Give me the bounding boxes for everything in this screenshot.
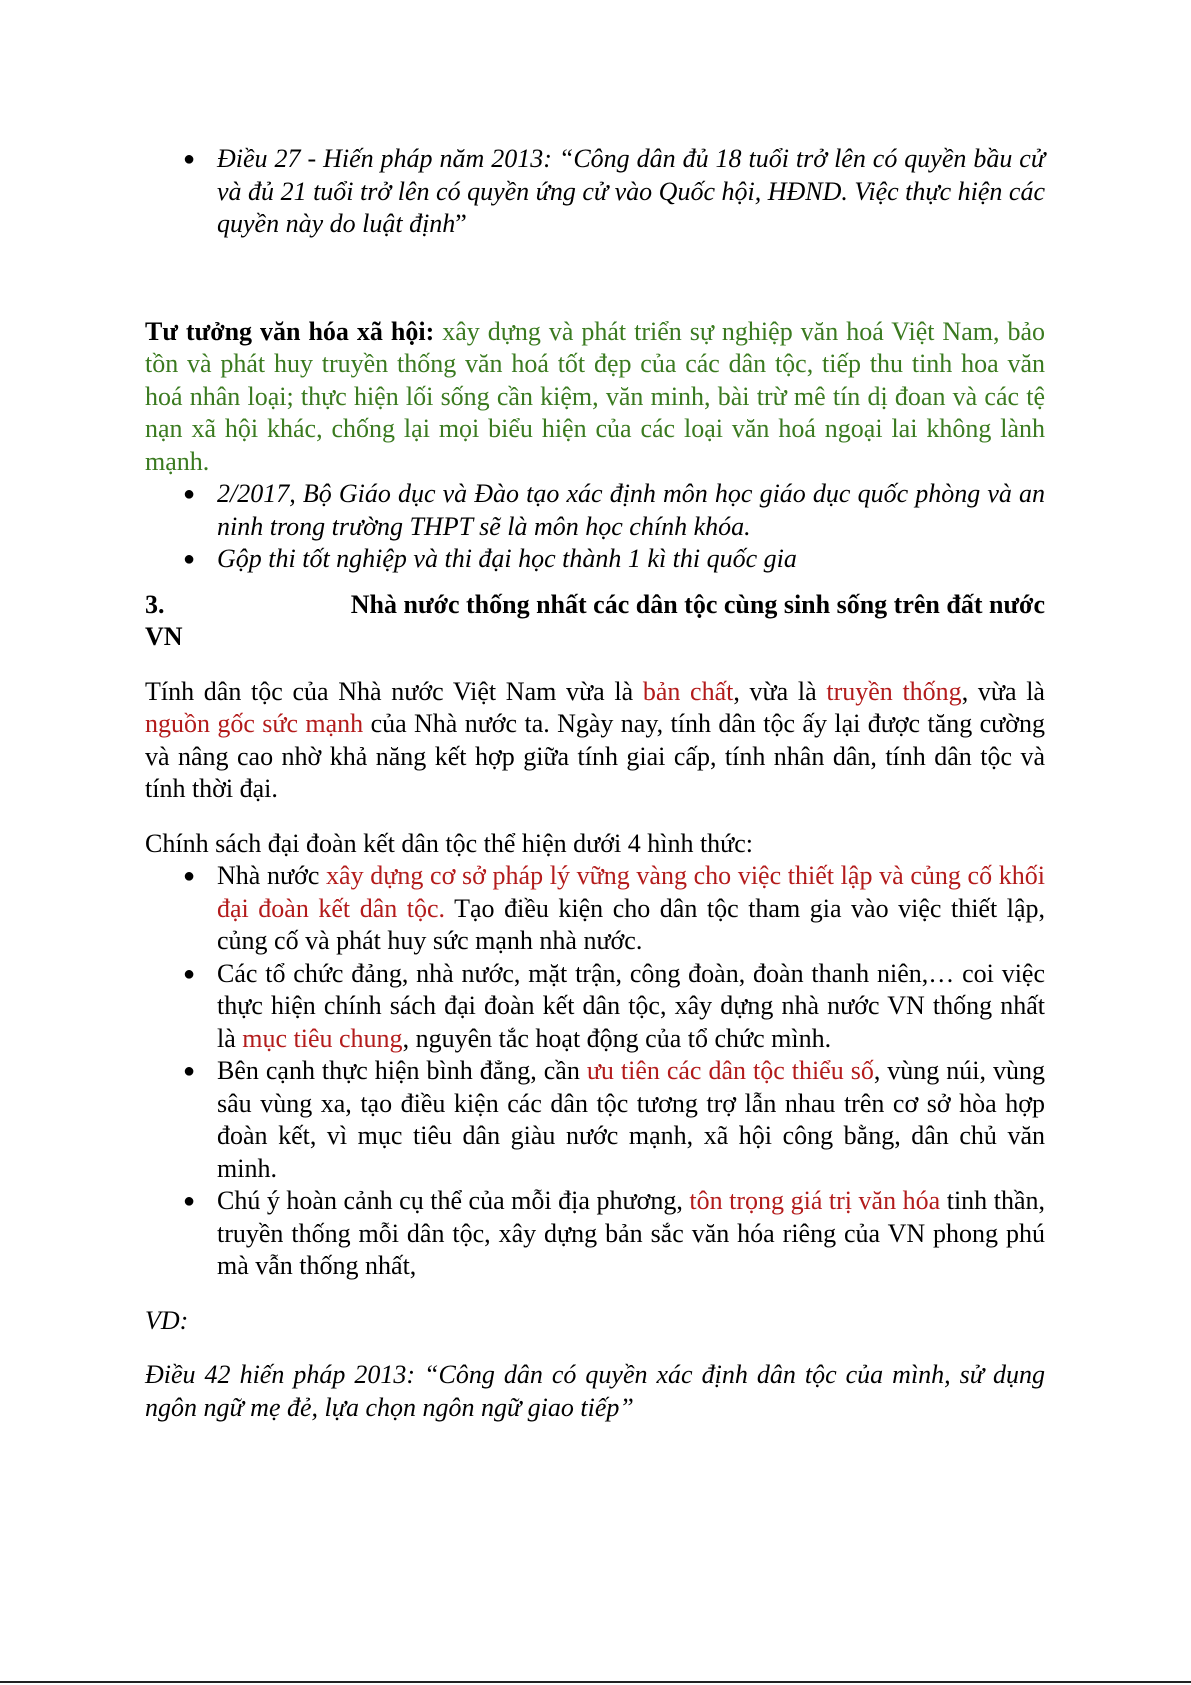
section-title-line2: VN: [145, 622, 183, 651]
bullet-glyph: ●: [183, 548, 196, 570]
highlight-text: ưu tiên các dân tộc thiểu số: [586, 1056, 874, 1085]
page-bottom-rule: [0, 1681, 1191, 1683]
text-run: , vừa là: [733, 676, 827, 706]
highlight-text: xây dựng cơ sở pháp lý vững vàng cho việc thiết lập và củng cố khối đại đoàn kết dân tộc.: [217, 861, 1045, 923]
list-item: [145, 860, 1045, 958]
highlight-text: tôn trọng giá trị văn hóa: [689, 1186, 941, 1215]
bullet-text-close-quote: ”: [455, 209, 467, 238]
text-run: Tạo điều kiện cho dân tộc tham gia vào việc thiết lập, củng cố và phát huy sức mạnh nhà nước.: [217, 893, 1045, 955]
example-label: VD:: [145, 1305, 189, 1335]
highlight-text: mục tiêu chung: [242, 1023, 403, 1053]
culture-paragraph: [145, 316, 1045, 479]
bullet-text: Gộp thi tốt nghiệp và thi đại học thành 1 kì thi quốc gia: [217, 544, 797, 573]
list-item: [145, 543, 1045, 576]
text-run: của Nhà nước ta. Ngày nay, tính dân tộc ấy lại được tăng cường và nâng cao nhờ khả năng kết hợp giữa tính giai cấp, tính nhân dân, tính dân tộc và tính thời đại.: [145, 709, 1045, 803]
bullet-glyph: ●: [183, 148, 196, 170]
culture-label: Tư tưởng văn hóa xã hội:: [145, 316, 435, 346]
highlight-nature: bản chất: [642, 676, 734, 706]
text-run: Tính dân tộc của Nhà nước Việt Nam vừa là: [145, 676, 643, 706]
section-title: Nhà nước thống nhất các dân tộc cùng sinh sống trên đất nước: [350, 589, 1045, 619]
list-item: [145, 1185, 1045, 1283]
text-run: Bên cạnh thực hiện bình đẳng, cần: [217, 1056, 587, 1085]
bullet-glyph: ●: [183, 483, 196, 505]
text-run: , vừa là: [961, 676, 1045, 706]
highlight-source-of-strength: nguồn gốc sức mạnh: [145, 709, 364, 738]
page-content: [145, 143, 1045, 1424]
bullet-glyph: ●: [183, 962, 196, 985]
section-heading: [145, 589, 1045, 654]
bullet-glyph: ●: [183, 1060, 196, 1082]
bullet-list-policy: [145, 860, 1045, 1283]
bullet-list-constitution: [145, 143, 1045, 241]
text-run: tinh thần, truyền thống mỗi dân tộc, xây dựng bản sắc văn hóa riêng của VN phong phú mà vẫn thống nhất,: [217, 1186, 1045, 1280]
text-run: Các tổ chức đảng, nhà nước, mặt trận, công đoàn, đoàn thanh niên,… coi việc thực hiện chính sách đại đoàn kết dân tộc, xây dựng nhà nước VN thống nhất là: [217, 958, 1045, 1053]
bullet-text: 2/2017, Bộ Giáo dục và Đào tạo xác định môn học giáo dục quốc phòng và an ninh trong trường THPT sẽ là môn học chính khóa.: [217, 479, 1045, 541]
text-run: Chú ý hoàn cảnh cụ thể của mỗi địa phương,: [217, 1186, 690, 1215]
text-run: , nguyên tắc hoạt động của tổ chức mình.: [402, 1023, 832, 1053]
bullet-glyph: ●: [183, 865, 196, 887]
bullet-list-culture: [145, 478, 1045, 576]
list-item: [145, 958, 1045, 1056]
bullet-glyph: ●: [183, 1190, 196, 1212]
example-text: Điều 42 hiến pháp 2013: “Công dân có quyền xác định dân tộc của mình, sử dụng ngôn ngữ mẹ đẻ, lựa chọn ngôn ngữ giao tiếp”: [145, 1360, 1045, 1422]
highlight-tradition: truyền thống: [826, 676, 962, 706]
list-item: [145, 478, 1045, 543]
section-number: 3.: [145, 589, 165, 619]
list-item: [145, 1055, 1045, 1185]
policy-intro: Chính sách đại đoàn kết dân tộc thể hiện dưới 4 hình thức:: [145, 828, 754, 858]
list-item: [145, 143, 1045, 241]
nationality-paragraph: [145, 676, 1045, 806]
culture-body: xây dựng và phát triển sự nghiệp văn hoá Việt Nam, bảo tồn và phát huy truyền thống văn hoá tốt đẹp của các dân tộc, tiếp thu tinh hoa văn hoá nhân loại; thực hiện lối sống cần kiệm, văn minh, bài trừ mê tín dị đoan và các tệ nạn xã hội khác, chống lại mọi biểu hiện của các loại văn hoá ngoại lai không lành mạnh.: [145, 316, 1045, 476]
text-run: Nhà nước: [217, 861, 327, 890]
bullet-text: Điều 27 - Hiến pháp năm 2013: “Công dân đủ 18 tuổi trở lên có quyền bầu cử và đủ 21 tuổi trở lên có quyền ứng cử vào Quốc hội, HĐND. Việc thực hiện các quyền này do luật định: [217, 144, 1045, 238]
text-run: , vùng núi, vùng sâu vùng xa, tạo điều kiện các dân tộc tương trợ lẫn nhau trên cơ sở hòa hợp đoàn kết, vì mục tiêu dân giàu nước mạnh, xã hội công bằng, dân chủ văn minh.: [217, 1056, 1045, 1183]
